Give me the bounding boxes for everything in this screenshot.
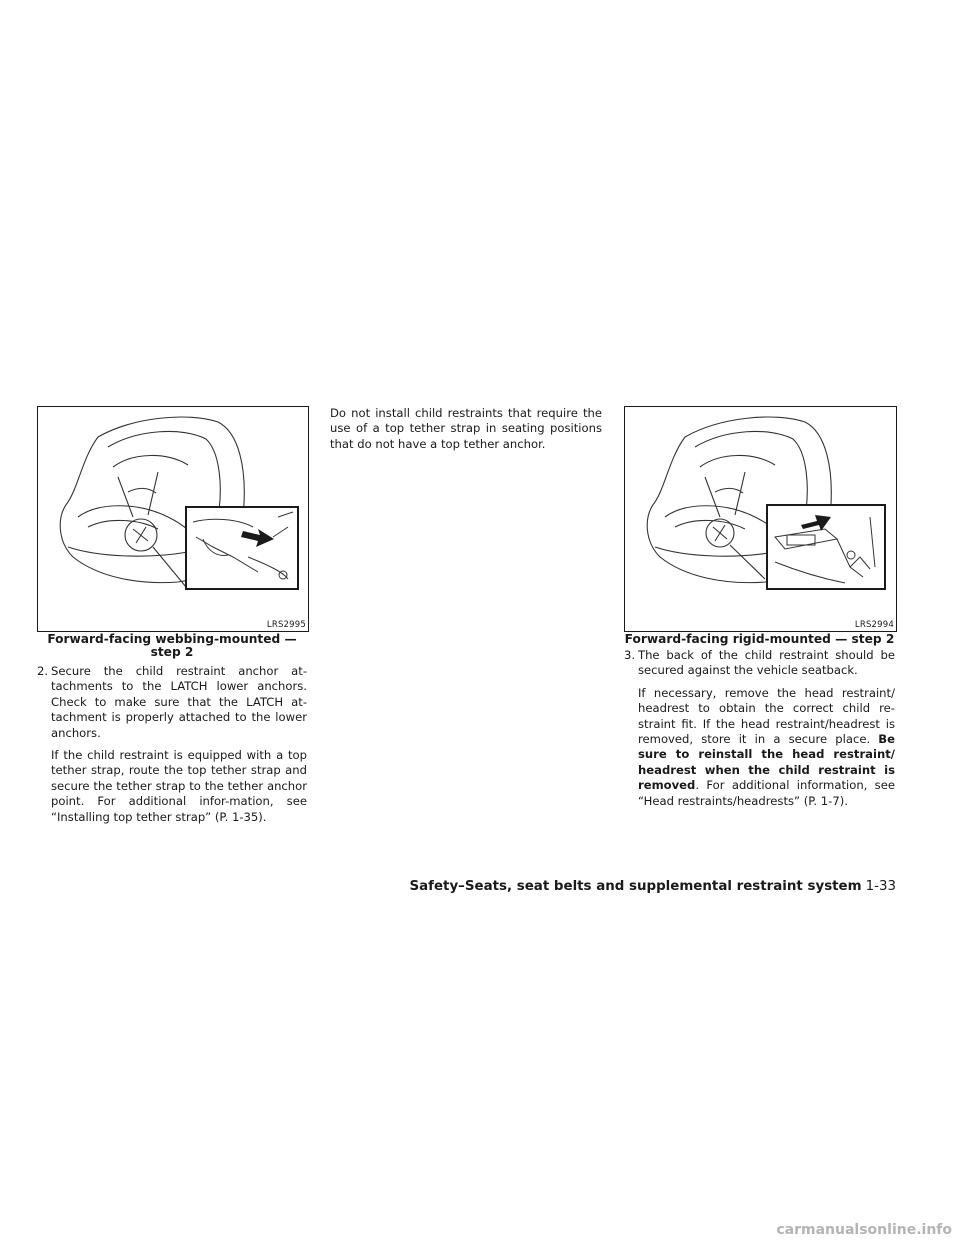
column-1-text bbox=[37, 664, 307, 825]
figure-webbing-mounted bbox=[37, 406, 309, 632]
warning-text: Be sure to reinstall the head restraint/ headrest when the child restraint is removed bbox=[638, 732, 895, 793]
detail-text: If necessary, remove the head restraint/ headrest to obtain the correct child re-straint fit. If the head restraint/headrest is removed, store it in a secure place. bbox=[638, 685, 895, 747]
watermark: carmanualsonline.info bbox=[776, 1222, 952, 1238]
step-2-detail: If the child restraint is equipped with a top tether strap, route the top tether strap and secure the tether strap to the tether anchor point. For additional infor-mation, see “Installing top tether strap” (P. 1-35). bbox=[51, 748, 307, 824]
section-title: Safety–Seats, seat belts and supplemental restraint system bbox=[409, 879, 862, 894]
step-number: 3. bbox=[624, 648, 636, 662]
step-text: The back of the child restraint should be secured against the vehicle seatback. bbox=[638, 648, 895, 678]
step-3-detail bbox=[624, 686, 895, 809]
figure-code: LRS2994 bbox=[854, 620, 894, 630]
figure-caption bbox=[624, 633, 895, 646]
step-text: Secure the child restraint anchor at-tachments to the LATCH lower anchors. Check to make sure that the LATCH at-tachment is properly attached to the lower anchors. bbox=[51, 664, 307, 740]
column-3-text bbox=[624, 648, 895, 809]
page-footer bbox=[409, 879, 896, 894]
caption-line: Forward-facing rigid-mounted — step 2 bbox=[624, 632, 895, 646]
page-number: 1-33 bbox=[865, 879, 896, 894]
step-number: 2. bbox=[37, 664, 49, 678]
step-2 bbox=[37, 664, 307, 741]
figure-rigid-mounted bbox=[624, 406, 897, 632]
child-seat-illustration bbox=[38, 407, 308, 631]
caption-line: step 2 bbox=[150, 645, 194, 659]
figure-code: LRS2995 bbox=[266, 620, 306, 630]
detail-text: . For additional information, see “Head restraints/headrests” (P. 1-7). bbox=[638, 778, 895, 808]
step-3 bbox=[624, 648, 895, 679]
caption-line: Forward-facing webbing-mounted — bbox=[47, 632, 297, 646]
figure-caption bbox=[37, 633, 307, 659]
child-seat-illustration bbox=[625, 407, 896, 631]
column-2-text: Do not install child restraints that require the use of a top tether strap in seating positions that do not have a top tether anchor. bbox=[330, 406, 602, 451]
